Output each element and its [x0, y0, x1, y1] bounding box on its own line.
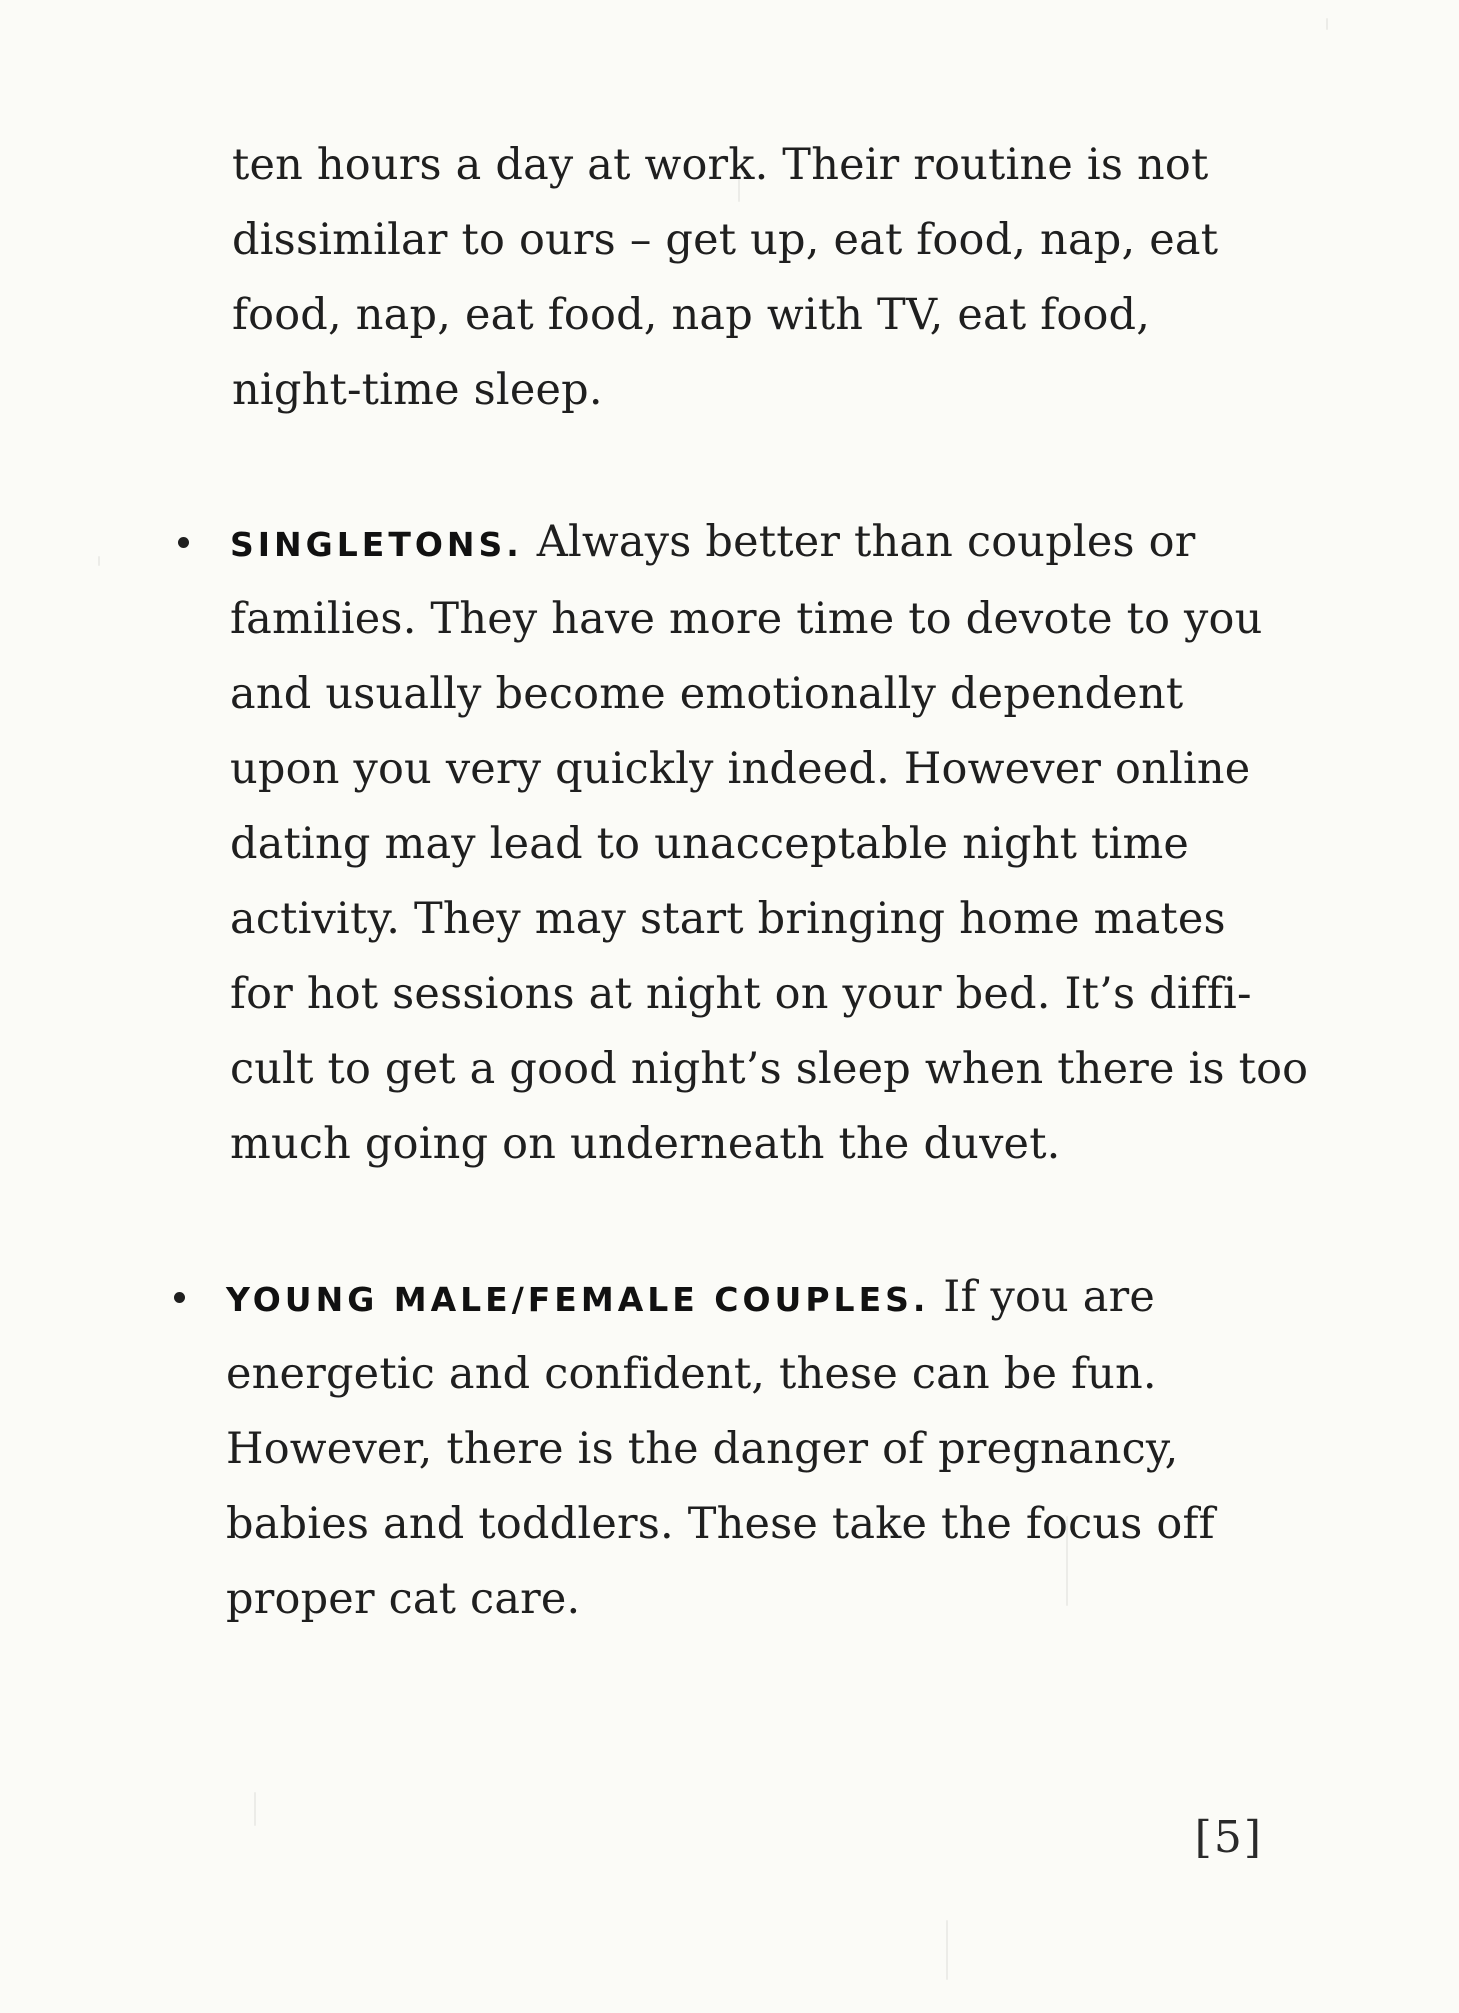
- continuation-paragraph: [232, 128, 1272, 428]
- bullet-point-icon: [178, 537, 189, 548]
- page-number: [5]: [1194, 1812, 1263, 1863]
- text-line: babies and toddlers. These take the focus off: [226, 1499, 1215, 1549]
- bullet-first-line-text: Always better than couples or: [536, 517, 1196, 567]
- text-line: However, there is the danger of pregnancy,: [226, 1424, 1179, 1474]
- bullet-heading: SINGLETONS.: [230, 525, 523, 564]
- bullet-text: [230, 505, 1309, 1182]
- bullet-first-line: [226, 1260, 1286, 1337]
- text-line: energetic and confident, these can be fun.: [226, 1349, 1157, 1399]
- scan-speck: [254, 1792, 256, 1826]
- bullet-point-icon: [174, 1292, 185, 1303]
- scan-speck: [946, 1920, 948, 1980]
- text-line: much going on underneath the duvet.: [230, 1119, 1061, 1169]
- bullet-text: [226, 1260, 1286, 1637]
- text-line: cult to get a good night’s sleep when there is too: [230, 1044, 1309, 1094]
- text-line: families. They have more time to devote to you: [230, 594, 1263, 644]
- text-line: proper cat care.: [226, 1574, 581, 1624]
- bullet-heading: YOUNG MALE/FEMALE COUPLES.: [226, 1280, 930, 1319]
- text-line: and usually become emotionally dependent: [230, 669, 1184, 719]
- bullet-first-line: [230, 505, 1290, 582]
- text-line: dissimilar to ours – get up, eat food, nap, eat: [232, 215, 1219, 265]
- text-line: food, nap, eat food, nap with TV, eat food,: [232, 290, 1151, 340]
- text-line: ten hours a day at work. Their routine is not: [232, 140, 1209, 190]
- scan-speck: [1326, 18, 1328, 30]
- text-line: dating may lead to unacceptable night time: [230, 819, 1190, 869]
- text-line: night-time sleep.: [232, 365, 603, 415]
- text-line: activity. They may start bringing home mates: [230, 894, 1226, 944]
- scan-speck: [98, 556, 100, 566]
- text-line: upon you very quickly indeed. However online: [230, 744, 1251, 794]
- text-line: for hot sessions at night on your bed. It’s diffi-: [230, 969, 1252, 1019]
- bullet-first-line-text: If you are: [943, 1272, 1156, 1322]
